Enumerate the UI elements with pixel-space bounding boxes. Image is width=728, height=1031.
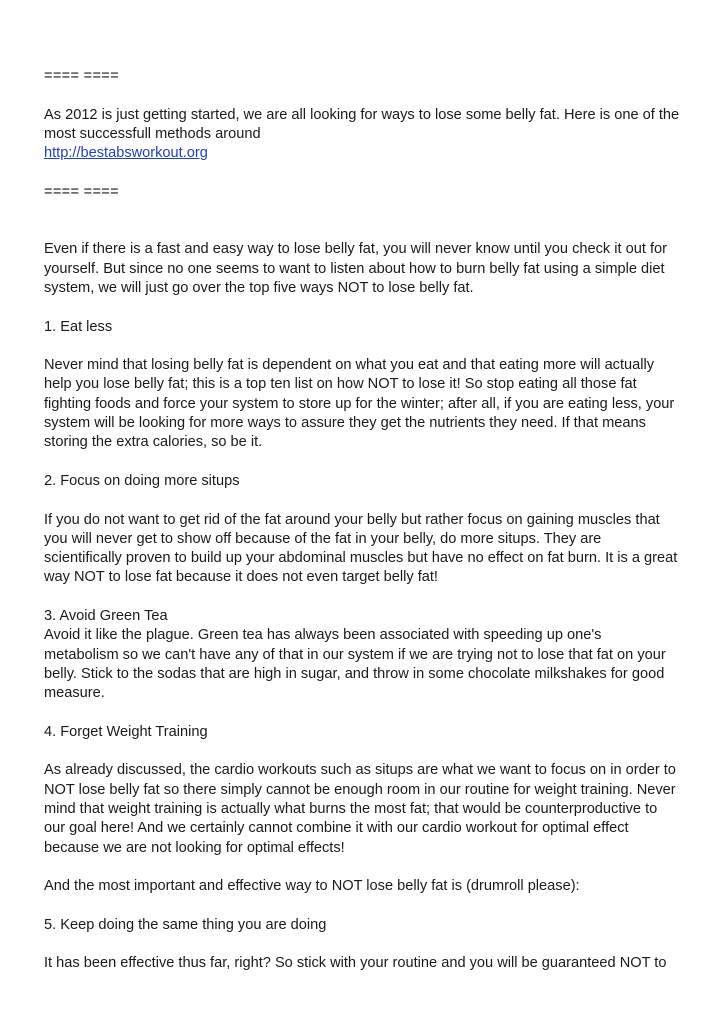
intro-line: most successfull methods around bbox=[44, 125, 261, 142]
website-link[interactable]: http://bestabsworkout.org bbox=[44, 145, 208, 162]
text-line: mind that weight training is actually what burns the most fat; that would be counterproductive to bbox=[44, 800, 658, 817]
article-intro bbox=[44, 240, 694, 298]
item4-body bbox=[44, 761, 694, 857]
intro-line: As 2012 is just getting started, we are all looking for ways to lose some belly fat. Here is one of the bbox=[44, 106, 680, 123]
text-line: because we are not looking for optimal effects! bbox=[44, 839, 345, 856]
link-line bbox=[44, 144, 694, 163]
text-line: It has been effective thus far, right? So stick with your routine and you will be guaranteed NOT to bbox=[44, 955, 667, 972]
text-line: Even if there is a fast and easy way to lose belly fat, you will never know until you check it out for bbox=[44, 241, 667, 258]
text-line: fighting foods and force your system to store up for the winter; after all, if you are eating less, your bbox=[44, 395, 675, 412]
document-content bbox=[44, 67, 694, 974]
text-line: system, we will just go over the top five ways NOT to lose belly fat. bbox=[44, 279, 474, 296]
text-line: If you do not want to get rid of the fat around your belly but rather focus on gaining muscles that bbox=[44, 511, 660, 528]
text-line: yourself. But since no one seems to want to listen about how to burn belly fat using a simple diet bbox=[44, 260, 665, 277]
text-line: you will never get to show off because of the fat in your belly, do more situps. They are bbox=[44, 530, 602, 547]
item5-heading: 5. Keep doing the same thing you are doing bbox=[44, 916, 327, 933]
text-line: way NOT to lose fat because it does not even target belly fat! bbox=[44, 569, 438, 586]
text-line: storing the extra calories, so be it. bbox=[44, 434, 263, 451]
item2-heading: 2. Focus on doing more situps bbox=[44, 472, 240, 489]
lead-in: And the most important and effective way to NOT lose belly fat is (drumroll please): bbox=[44, 878, 580, 895]
item3-heading: 3. Avoid Green Tea bbox=[44, 608, 168, 625]
item3-section bbox=[44, 607, 694, 703]
text-line: help you lose belly fat; this is a top ten list on how NOT to lose it! So stop eating all those fat bbox=[44, 376, 637, 393]
item2-body bbox=[44, 511, 694, 588]
separator-top: ==== ==== bbox=[44, 68, 119, 84]
item4-heading: 4. Forget Weight Training bbox=[44, 723, 208, 740]
text-line: Avoid it like the plague. Green tea has always been associated with speeding up one's bbox=[44, 627, 602, 644]
text-line: belly. Stick to the sodas that are high in sugar, and throw in some chocolate milkshakes for good bbox=[44, 665, 665, 682]
item1-heading: 1. Eat less bbox=[44, 318, 113, 335]
text-line: measure. bbox=[44, 685, 105, 702]
text-line: our goal here! And we certainly cannot combine it with our cardio workout for optimal effect bbox=[44, 820, 629, 837]
item5-body bbox=[44, 954, 694, 973]
text-line: system will be looking for more ways to assure they get the nutrients they need. If that means bbox=[44, 415, 646, 432]
item1-body bbox=[44, 356, 694, 452]
intro-paragraph bbox=[44, 106, 694, 164]
text-line: Never mind that losing belly fat is dependent on what you eat and that eating more will actually bbox=[44, 357, 655, 374]
separator-bottom: ==== ==== bbox=[44, 183, 119, 200]
text-line: As already discussed, the cardio workouts such as situps are what we want to focus on in order to bbox=[44, 762, 676, 779]
text-line: scientifically proven to build up your abdominal muscles but have no effect on fat burn. It is a great bbox=[44, 550, 678, 567]
text-line: NOT lose belly fat so there simply cannot be enough room in our routine for weight training. Never bbox=[44, 781, 676, 798]
text-line: metabolism so we can't have any of that in our system if we are trying not to lose that fat on your bbox=[44, 646, 666, 663]
